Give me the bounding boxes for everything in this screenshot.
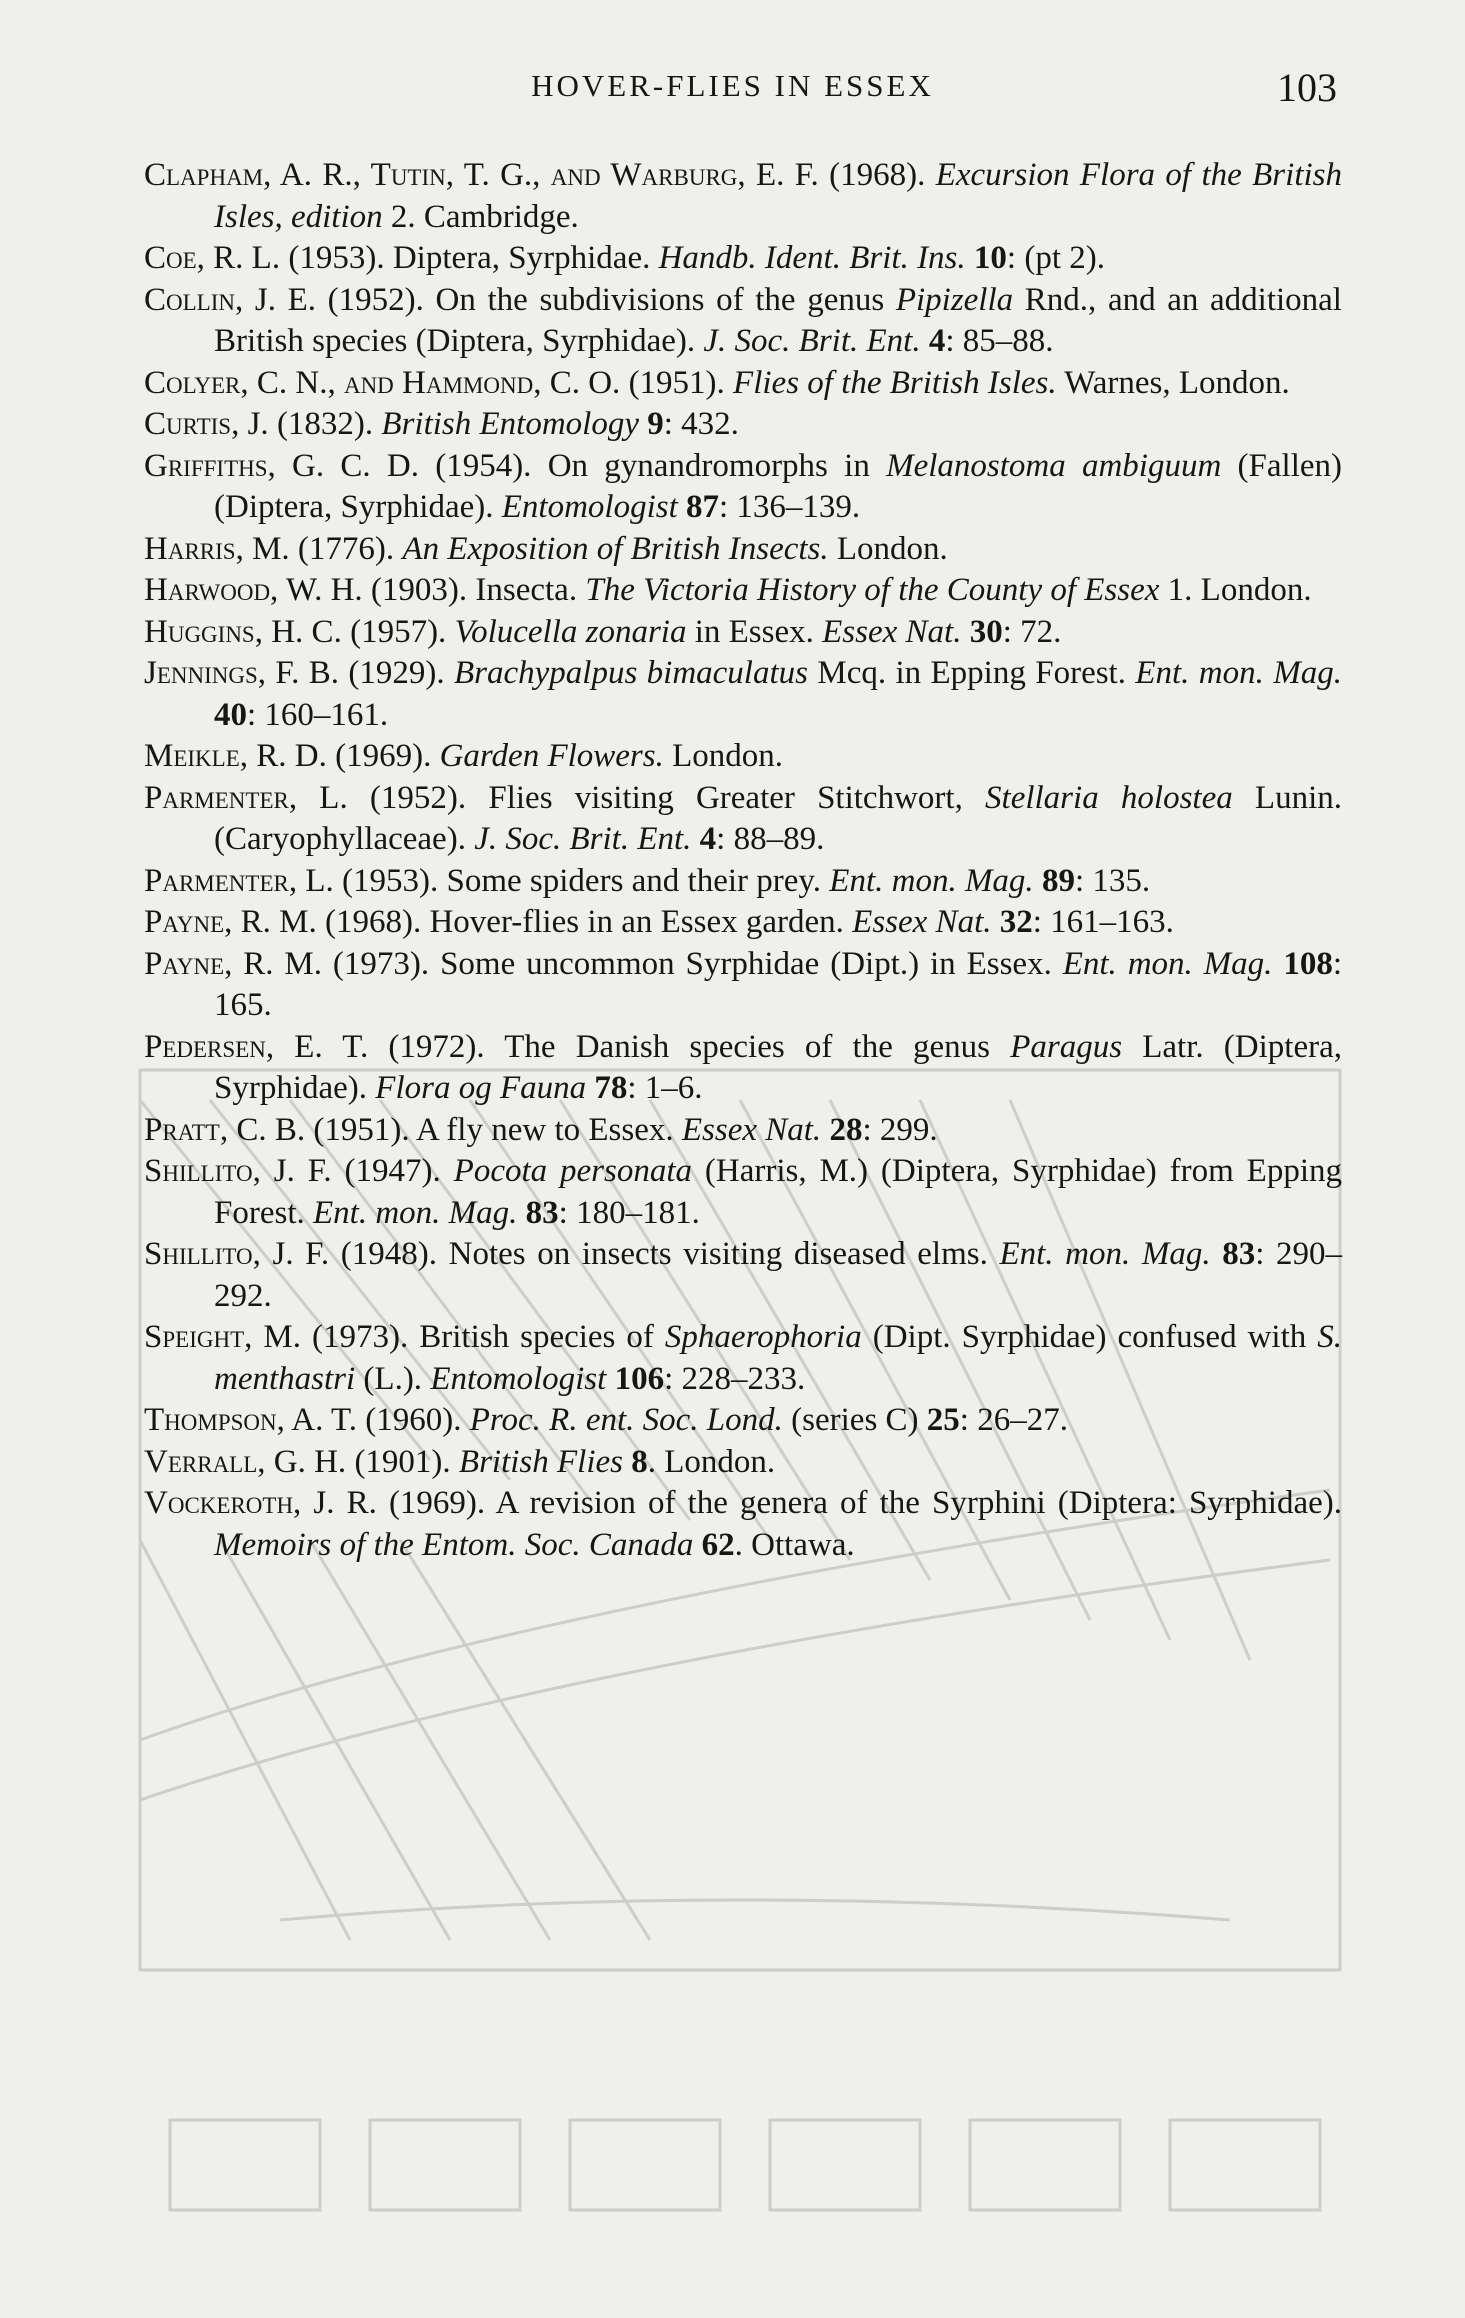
- reference-entry: Parmenter, L. (1952). Flies visiting Greater Stitchwort, Stellaria holostea Lunin. (Caryophyllaceae). J. Soc. Brit. Ent. 4: 88–89.: [144, 779, 1343, 857]
- reference-entry: Harris, M. (1776). An Exposition of British Insects. London.: [144, 530, 948, 567]
- reference-author: Curtis, J.: [144, 406, 269, 442]
- reference-title: Sphaerophoria: [664, 1319, 862, 1355]
- reference-journal: Entomologist: [430, 1360, 607, 1397]
- reference-author: Colyer, C. N., and Hammond, C. O.: [144, 364, 621, 401]
- reference-title: British Flies: [458, 1443, 624, 1480]
- running-head: [0, 65, 1465, 118]
- reference-volume: 4: [691, 821, 717, 857]
- reference-author: Parmenter, L.: [144, 862, 334, 899]
- reference-journal: Proc. R. ent. Soc. Lond.: [469, 1402, 783, 1438]
- reference-volume: 25: [926, 1402, 960, 1438]
- reference-author: Vockeroth, J. R.: [144, 1485, 377, 1521]
- reference-entry: Harwood, W. H. (1903). Insecta. The Victoria History of the County of Essex 1. London.: [144, 572, 1312, 608]
- reference-volume: 9: [639, 406, 664, 442]
- reference-author: Harris, M.: [144, 530, 290, 567]
- reference-entry: Vockeroth, J. R. (1969). A revision of the genera of the Syrphini (Diptera: Syrphidae). Memoirs of the Entom. Soc. Canada 62. Ottawa.: [144, 1485, 1342, 1563]
- reference-journal: J. Soc. Brit. Ent.: [703, 323, 921, 359]
- reference-entry: Verrall, G. H. (1901). British Flies 8. London.: [144, 1443, 776, 1480]
- reference-title: Paragus: [1010, 1028, 1123, 1065]
- reference-author: Payne, R. M.: [144, 945, 323, 982]
- reference-entry: Shillito, J. F. (1948). Notes on insects visiting diseased elms. Ent. mon. Mag. 83: 290–292.: [144, 1236, 1342, 1314]
- reference-author: Payne, R. M.: [144, 904, 317, 940]
- reference-author: Shillito, J. F.: [144, 1153, 332, 1189]
- reference-title: Melanostoma ambiguum: [886, 447, 1222, 484]
- reference-author: Pedersen, E. T.: [144, 1028, 369, 1065]
- reference-title: S. menthastri: [214, 1319, 1343, 1397]
- reference-entry: Colyer, C. N., and Hammond, C. O. (1951). Flies of the British Isles. Warnes, London.: [144, 364, 1290, 401]
- reference-title: Flies of the British Isles.: [733, 364, 1057, 401]
- reference-volume: 62: [693, 1526, 735, 1563]
- reference-entry: Huggins, H. C. (1957). Volucella zonaria in Essex. Essex Nat. 30: 72.: [144, 613, 1062, 650]
- reference-author: Griffiths, G. C. D.: [144, 447, 419, 484]
- reference-journal: J. Soc. Brit. Ent.: [474, 821, 692, 857]
- reference-title: The Victoria History of the County of Essex: [585, 572, 1160, 608]
- reference-volume: 8: [623, 1443, 648, 1480]
- reference-volume: 28: [821, 1111, 863, 1148]
- page-number: 103: [1277, 65, 1337, 110]
- reference-entry: Meikle, R. D. (1969). Garden Flowers. London.: [144, 738, 784, 774]
- reference-entry: Pedersen, E. T. (1972). The Danish species of the genus Paragus Latr. (Diptera, Syrphidae). Flora og Fauna 78: 1–6.: [144, 1028, 1342, 1106]
- reference-entry: Griffiths, G. C. D. (1954). On gynandromorphs in Melanostoma ambiguum (Fallen) (Diptera, Syrphidae). Entomologist 87: 136–139.: [144, 447, 1343, 525]
- reference-author: Verrall, G. H.: [144, 1443, 347, 1480]
- reference-author: Thompson, A. T.: [144, 1402, 358, 1438]
- reference-volume: 78: [586, 1070, 628, 1106]
- reference-volume: 83: [1210, 1236, 1256, 1272]
- reference-volume: 10: [965, 240, 1007, 276]
- reference-title: Brachypalpus bimaculatus: [453, 655, 808, 691]
- reference-volume: 32: [991, 904, 1033, 940]
- reference-author: Shillito, J. F.: [144, 1236, 330, 1272]
- reference-journal: Memoirs of the Entom. Soc. Canada: [214, 1526, 694, 1563]
- reference-author: Speight, M.: [144, 1319, 301, 1355]
- running-title: HOVER-FLIES IN ESSEX: [531, 68, 934, 103]
- reference-journal: Ent. mon. Mag.: [313, 1194, 518, 1231]
- reference-entry: Thompson, A. T. (1960). Proc. R. ent. Soc. Lond. (series C) 25: 26–27.: [144, 1402, 1068, 1438]
- reference-entry: Coe, R. L. (1953). Diptera, Syrphidae. Handb. Ident. Brit. Ins. 10: (pt 2).: [144, 240, 1105, 276]
- reference-entry: Shillito, J. F. (1947). Pocota personata (Harris, M.) (Diptera, Syrphidae) from Epping Forest. Ent. mon. Mag. 83: 180–181.: [144, 1153, 1342, 1231]
- reference-journal: Ent. mon. Mag.: [1135, 655, 1343, 691]
- reference-journal: Handb. Ident. Brit. Ins.: [658, 240, 966, 276]
- reference-volume: 40: [214, 696, 247, 733]
- reference-journal: Flora og Fauna: [375, 1070, 587, 1106]
- reference-title: Pocota personata: [453, 1153, 693, 1189]
- reference-author: Parmenter, L.: [144, 779, 348, 816]
- reference-journal: Ent. mon. Mag.: [999, 1236, 1211, 1272]
- reference-author: Coe, R. L.: [144, 240, 281, 276]
- reference-volume: 87: [677, 489, 720, 525]
- reference-entry: Clapham, A. R., Tutin, T. G., and Warburg, E. F. (1968). Excursion Flora of the British Isles, edition 2. Cambridge.: [144, 157, 1342, 235]
- reference-journal: Ent. mon. Mag.: [1062, 945, 1273, 982]
- reference-title: Excursion Flora of the British Isles, edition: [214, 157, 1342, 235]
- reference-journal: Entomologist: [501, 489, 678, 525]
- reference-volume: 30: [961, 613, 1003, 650]
- reference-entry: Curtis, J. (1832). British Entomology 9: 432.: [144, 406, 739, 442]
- reference-journal: Essex Nat.: [681, 1111, 822, 1148]
- reference-title: Pipizella: [895, 281, 1014, 318]
- reference-list: [144, 155, 1342, 1566]
- reference-entry: Parmenter, L. (1953). Some spiders and their prey. Ent. mon. Mag. 89: 135.: [144, 862, 1151, 899]
- reference-title: Garden Flowers.: [439, 738, 664, 774]
- reference-title: Stellaria holostea: [985, 779, 1233, 816]
- reference-author: Jennings, F. B.: [144, 655, 339, 691]
- reference-entry: Jennings, F. B. (1929). Brachypalpus bimaculatus Mcq. in Epping Forest. Ent. mon. Mag. 40: 160–161.: [144, 655, 1343, 733]
- reference-title: An Exposition of British Insects.: [402, 530, 829, 567]
- reference-author: Harwood, W. H.: [144, 572, 363, 608]
- reference-title: Volucella zonaria: [454, 613, 687, 650]
- reference-author: Meikle, R. D.: [144, 738, 327, 774]
- reference-entry: Pratt, C. B. (1951). A fly new to Essex. Essex Nat. 28: 299.: [144, 1111, 938, 1148]
- reference-volume: 83: [517, 1194, 559, 1231]
- reference-volume: 108: [1272, 945, 1333, 982]
- reference-journal: Essex Nat.: [822, 613, 962, 650]
- reference-volume: 89: [1033, 862, 1075, 899]
- reference-volume: 4: [920, 323, 946, 359]
- reference-entry: Speight, M. (1973). British species of Sphaerophoria (Dipt. Syrphidae) confused with S. menthastri (L.). Entomologist 106: 228–233.: [144, 1319, 1343, 1397]
- reference-title: British Entomology: [381, 406, 639, 442]
- reference-journal: Ent. mon. Mag.: [829, 862, 1034, 899]
- reference-entry: Collin, J. E. (1952). On the subdivisions of the genus Pipizella Rnd., and an additional British species (Diptera, Syrphidae). J. Soc. Brit. Ent. 4: 85–88.: [144, 281, 1342, 359]
- reference-entry: Payne, R. M. (1968). Hover-flies in an Essex garden. Essex Nat. 32: 161–163.: [144, 904, 1174, 940]
- reference-volume: 106: [606, 1360, 665, 1397]
- reference-author: Huggins, H. C.: [144, 613, 342, 650]
- reference-author: Pratt, C. B.: [144, 1111, 306, 1148]
- reference-journal: Essex Nat.: [852, 904, 992, 940]
- reference-author: Clapham, A. R., Tutin, T. G., and Warburg, E. F.: [144, 157, 819, 193]
- reference-author: Collin, J. E.: [144, 281, 317, 318]
- reference-entry: Payne, R. M. (1973). Some uncommon Syrphidae (Dipt.) in Essex. Ent. mon. Mag. 108: 165.: [144, 945, 1342, 1023]
